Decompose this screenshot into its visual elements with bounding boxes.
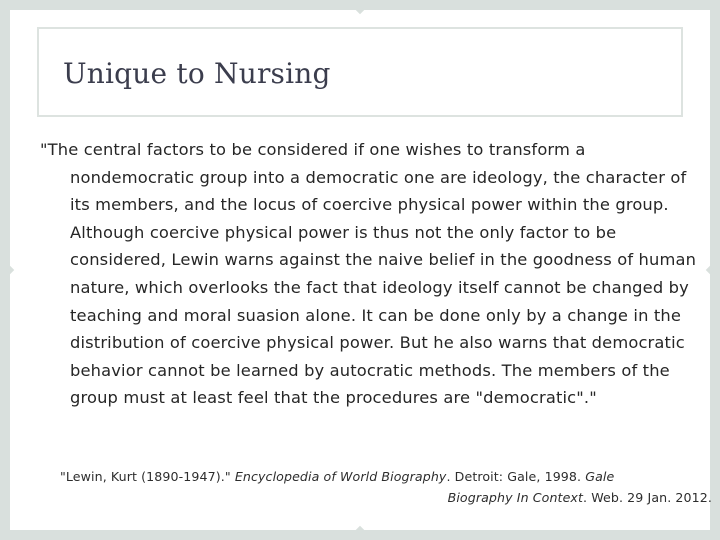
citation-lead: "Lewin, Kurt (1890-1947)."	[60, 469, 235, 484]
citation-database-end: Biography In Context	[447, 490, 584, 505]
lewin-quote: "The central factors to be considered if one wishes to transform a nondemocratic group into a democratic one are ideology, the character of its members, and the locus of coercive physical power within the group. Although coercive physical power is thus not the only factor to be considered, Lewin warns against the naive belief in the goodness of human nature, which overlooks the fact that ideology itself cannot be changed by teaching and moral suasion alone. It can be done only by a change in the distribution of coercive physical power. But he also warns that democratic behavior cannot be learned by autocratic methods. The members of the group must at least feel that the procedures are "democratic"."	[40, 140, 697, 408]
slide-title: Unique to Nursing	[63, 57, 331, 90]
citation-line-two	[90, 487, 712, 508]
citation-publisher: . Detroit: Gale, 1998.	[446, 469, 586, 484]
citation	[60, 466, 712, 508]
citation-access: . Web. 29 Jan. 2012.	[583, 490, 712, 505]
citation-source: Encyclopedia of World Biography	[234, 469, 447, 484]
citation-database-start: Gale	[585, 469, 615, 484]
title-box	[37, 27, 683, 117]
